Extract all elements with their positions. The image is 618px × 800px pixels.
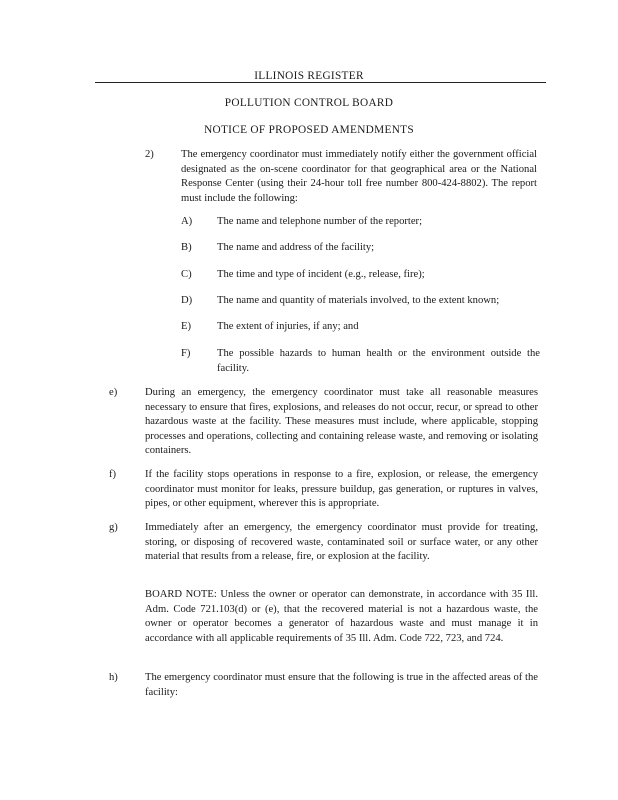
subitem-c-text: The time and type of incident (e.g., release, fire); bbox=[217, 269, 425, 280]
item-2-label: 2) bbox=[145, 149, 154, 160]
section-e-label: e) bbox=[109, 387, 118, 398]
subitem-d-label: D) bbox=[181, 295, 193, 306]
item-2-text: The emergency coordinator must immediately notify either the government official designated as the on-scene coordinator for that geographical area or the National Response Center (using their 24-hour toll free number 800-424-8802). The report must include the following: bbox=[181, 149, 537, 204]
board-note: BOARD NOTE: Unless the owner or operator can demonstrate, in accordance with 35 Ill. Adm. Code 721.103(d) or (e), that the recovered material is not a hazardous waste, the owner or operator becomes a generator of hazardous waste and must manage it in accordance with all applicable requirements of 35 Ill. Adm. Code 722, 723, and 724. bbox=[145, 589, 538, 644]
section-g-label: g) bbox=[109, 522, 118, 533]
subitem-e-label: E) bbox=[181, 321, 191, 332]
section-h-text: The emergency coordinator must ensure that the following is true in the affected areas of the facility: bbox=[145, 672, 538, 698]
notice-title: NOTICE OF PROPOSED AMENDMENTS bbox=[204, 124, 414, 136]
subitem-a-label: A) bbox=[181, 216, 193, 227]
subitem-c-label: C) bbox=[181, 269, 192, 280]
subitem-f-label: F) bbox=[181, 348, 191, 359]
section-f-label: f) bbox=[109, 469, 117, 480]
subitem-f-text: The possible hazards to human health or the environment outside the facility. bbox=[217, 348, 540, 374]
header-rule bbox=[95, 82, 546, 83]
section-h-label: h) bbox=[109, 672, 118, 683]
subitem-b-label: B) bbox=[181, 242, 192, 253]
subitem-b-text: The name and address of the facility; bbox=[217, 242, 375, 253]
section-f-text: If the facility stops operations in response to a fire, explosion, or release, the emergency coordinator must monitor for leaks, pressure buildup, gas generation, or ruptures in valves, pipes, or other equipment, wherever this is appropriate. bbox=[145, 469, 538, 509]
board-title: POLLUTION CONTROL BOARD bbox=[224, 97, 394, 109]
subitem-d-text: The name and quantity of materials involved, to the extent known; bbox=[217, 295, 500, 306]
section-e-text: During an emergency, the emergency coordinator must take all reasonable measures necessary to ensure that fires, explosions, and releases do not occur, recur, or spread to other hazardous waste at the facility. These measures must include, where applicable, stopping processes and operations, collecting and containing release waste, and removing or isolating containers. bbox=[145, 387, 538, 456]
section-g-text: Immediately after an emergency, the emergency coordinator must provide for treating, storing, or disposing of recovered waste, contaminated soil or surface water, or any other material that results from a release, fire, or explosion at the facility. bbox=[145, 522, 538, 562]
subitem-e-text: The extent of injuries, if any; and bbox=[217, 321, 359, 332]
register-title: ILLINOIS REGISTER bbox=[254, 70, 364, 82]
subitem-a-text: The name and telephone number of the reporter; bbox=[217, 216, 423, 227]
